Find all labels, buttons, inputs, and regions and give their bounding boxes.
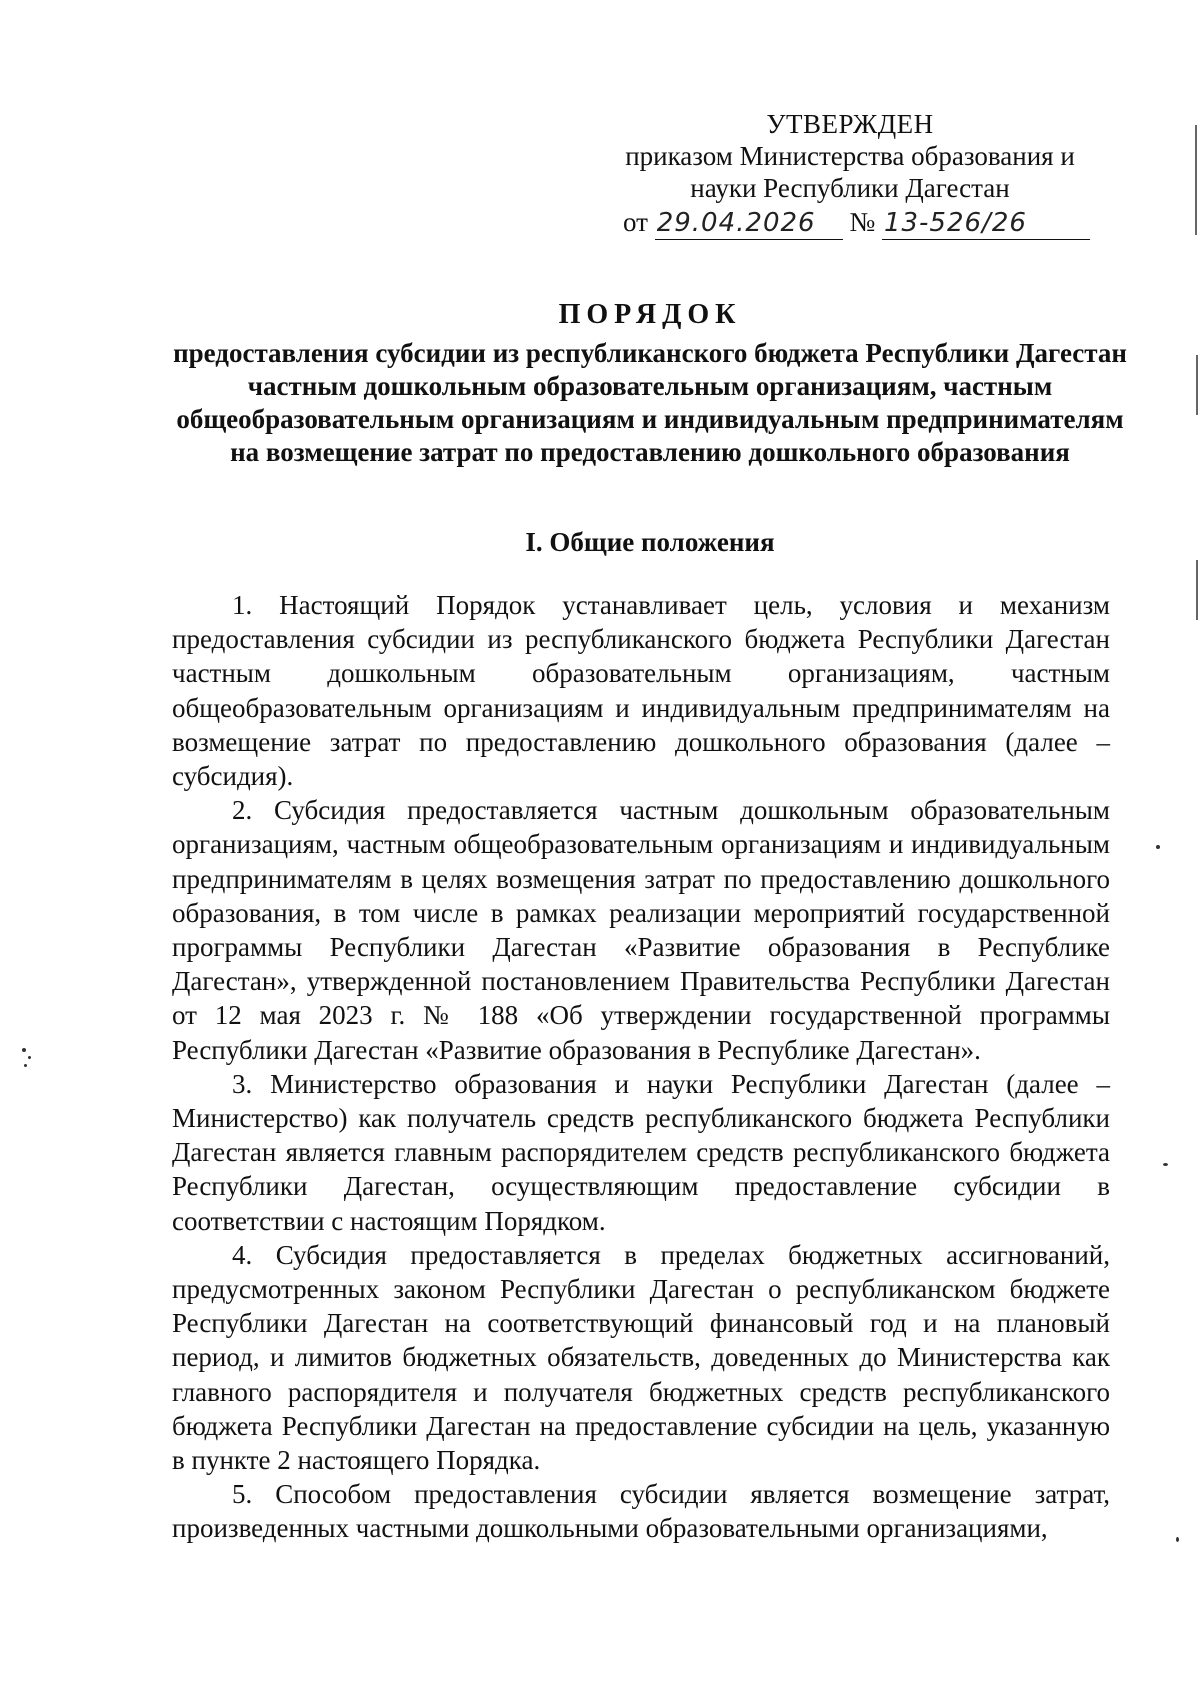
scan-speck [1156,845,1160,849]
approval-stamp-block [600,108,1100,240]
scan-edge-line [1196,560,1198,620]
scan-speck [28,1056,31,1059]
paragraph-1: 1. Настоящий Порядок устанавливает цель, условия и механизм предоставления субсидии из республиканского бюджета Республики Дагестан частным дошкольным образовательным организациям, частным общеобразовательным организациям и индивидуальным предпринимателям на возмещение затрат по предоставлению дошкольного образования (далее – субсидия). [172,590,1110,792]
scan-speck [24,1064,27,1067]
paragraph-5: 5. Способом предоставления субсидии является возмещение затрат, произведенных частными дошкольными образовательными организациями, [172,1479,1110,1544]
document-title-block [170,298,1130,469]
from-label: от [623,207,648,237]
scan-speck [1176,1537,1179,1542]
handwritten-number: 13-526/26 [882,207,1090,240]
scan-edge-line [1196,355,1198,415]
handwritten-date: 29.04.2026 [655,207,843,240]
scan-speck [22,1048,26,1052]
scan-edge-line [1195,125,1197,235]
approval-date-number-row [600,206,1100,240]
scan-speck [1163,1163,1168,1166]
paragraph-4: 4. Субсидия предоставляется в пределах бюджетных ассигнований, предусмотренных законом Республики Дагестан о республиканском бюджете Республики Дагестан на соответствующий финансовый год и на плановый период, и лимитов бюджетных обязательств, доведенных до Министерства как главного распорядителя и получателя бюджетных средств республиканского бюджета Республики Дагестан на предоставление субсидии на цель, указанную в пункте 2 настоящего Порядка. [172,1239,1110,1476]
number-label: № [849,207,876,237]
approval-order-line-1: приказом Министерства образования и [625,141,1075,171]
paragraph-2: 2. Субсидия предоставляется частным дошкольным образовательным организациям, частным общеобразовательным организациям и индивидуальным предпринимателям в целях возмещения затрат по предоставлению дошкольного образования, в том числе в рамках реализации мероприятий государственной программы Республики Дагестан «Развитие образования в Республике Дагестан», утвержденной постановлением Правительства Республики Дагестан от 12 мая 2023 г. № 188 «Об утверждении государственной программы Республики Дагестан «Развитие образования в Республике Дагестан». [172,795,1110,1065]
approval-stamp-title: УТВЕРЖДЕН [766,109,934,139]
document-subtitle: предоставления субсидии из республиканского бюджета Республики Дагестан частным дошкольным образовательным организациям, частным общеобразовательным организациям и индивидуальным предпринимателям на возмещение затрат по предоставлению дошкольного образования [173,338,1127,467]
approval-order-line-2: науки Республики Дагестан [690,173,1010,203]
document-body [172,588,1110,1546]
document-title: ПОРЯДОК [558,299,742,330]
paragraph-3: 3. Министерство образования и науки Республики Дагестан (далее – Министерство) как получатель средств республиканского бюджета Республики Дагестан является главным распорядителем средств республиканского бюджета Республики Дагестан, осуществляющим предоставление субсидии в соответствии с настоящим Порядком. [172,1068,1110,1236]
section-heading: I. Общие положения [525,527,775,557]
